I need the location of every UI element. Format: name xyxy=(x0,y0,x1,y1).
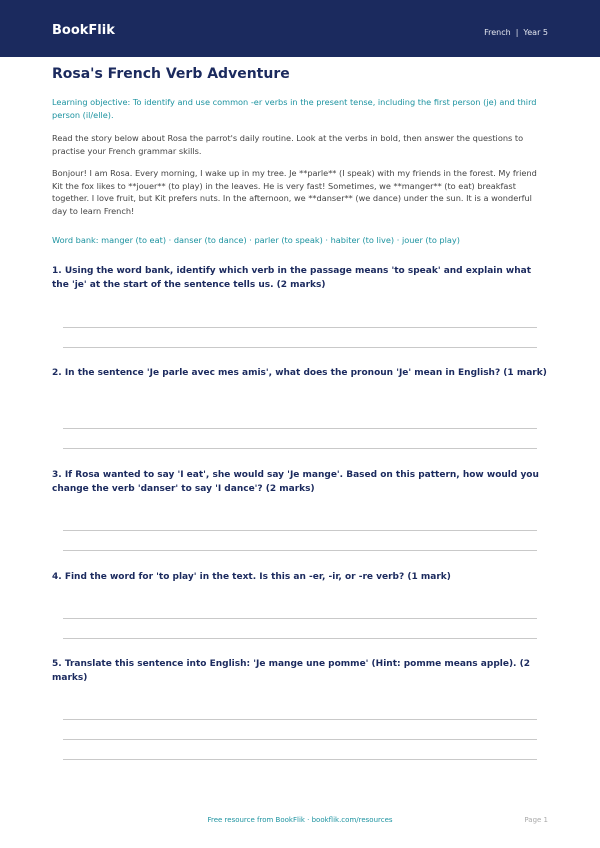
question-4: 4. Find the word for 'to play' in the text. Is this an -er, -ir, or -re verb? (1 mark) xyxy=(52,572,451,582)
answer-line[interactable] xyxy=(63,327,537,328)
question-1: 1. Using the word bank, identify which verb in the passage means 'to speak' and explain what the 'je' at the start of the sentence tells us. (2 marks) xyxy=(52,266,531,290)
subject-label: French xyxy=(484,28,511,37)
page-title: Rosa's French Verb Adventure xyxy=(52,66,290,82)
word-bank: Word bank: manger (to eat) · danser (to dance) · parler (to speak) · habiter (to live) · jouer (to play) xyxy=(52,235,460,245)
page-number: Page 1 xyxy=(524,816,548,824)
answer-line[interactable] xyxy=(63,530,537,531)
year-label: Year 5 xyxy=(523,28,548,37)
answer-line[interactable] xyxy=(63,448,537,449)
page-header xyxy=(0,0,600,57)
answer-line[interactable] xyxy=(63,618,537,619)
answer-line[interactable] xyxy=(63,428,537,429)
answer-line[interactable] xyxy=(63,739,537,740)
learning-objective: Learning objective: To identify and use common -er verbs in the present tense, including the first person (je) and third person (il/elle). xyxy=(52,97,537,120)
meta-separator: | xyxy=(515,28,519,37)
story-passage: Bonjour! I am Rosa. Every morning, I wake up in my tree. Je **parle** (I speak) with my friends in the forest. My friend Kit the fox likes to **jouer** (to play) in the leaves. He is very fast! Sometimes, we **manger** (to eat) breakfast together. I love fruit, but Kit prefers nuts. In the afternoon, we **danser** (we dance) under the sun. It is a wonderful day to learn French! xyxy=(52,168,537,216)
header-meta xyxy=(484,27,548,39)
footer-link[interactable]: Free resource from BookFlik · bookflik.com/resources xyxy=(207,816,393,824)
answer-line[interactable] xyxy=(63,347,537,348)
intro-text: Read the story below about Rosa the parrot's daily routine. Look at the verbs in bold, then answer the questions to practise your French grammar skills. xyxy=(52,133,524,156)
question-2: 2. In the sentence 'Je parle avec mes amis', what does the pronoun 'Je' mean in English? (1 mark) xyxy=(52,368,547,378)
answer-line[interactable] xyxy=(63,759,537,760)
question-3: 3. If Rosa wanted to say 'I eat', she would say 'Je mange'. Based on this pattern, how would you change the verb 'danser' to say 'I dance'? (2 marks) xyxy=(52,470,539,494)
answer-line[interactable] xyxy=(63,550,537,551)
brand-logo: BookFlik xyxy=(52,23,115,38)
answer-line[interactable] xyxy=(63,719,537,720)
answer-line[interactable] xyxy=(63,638,537,639)
question-5: 5. Translate this sentence into English: 'Je mange une pomme' (Hint: pomme means apple). (2 marks) xyxy=(52,659,530,683)
